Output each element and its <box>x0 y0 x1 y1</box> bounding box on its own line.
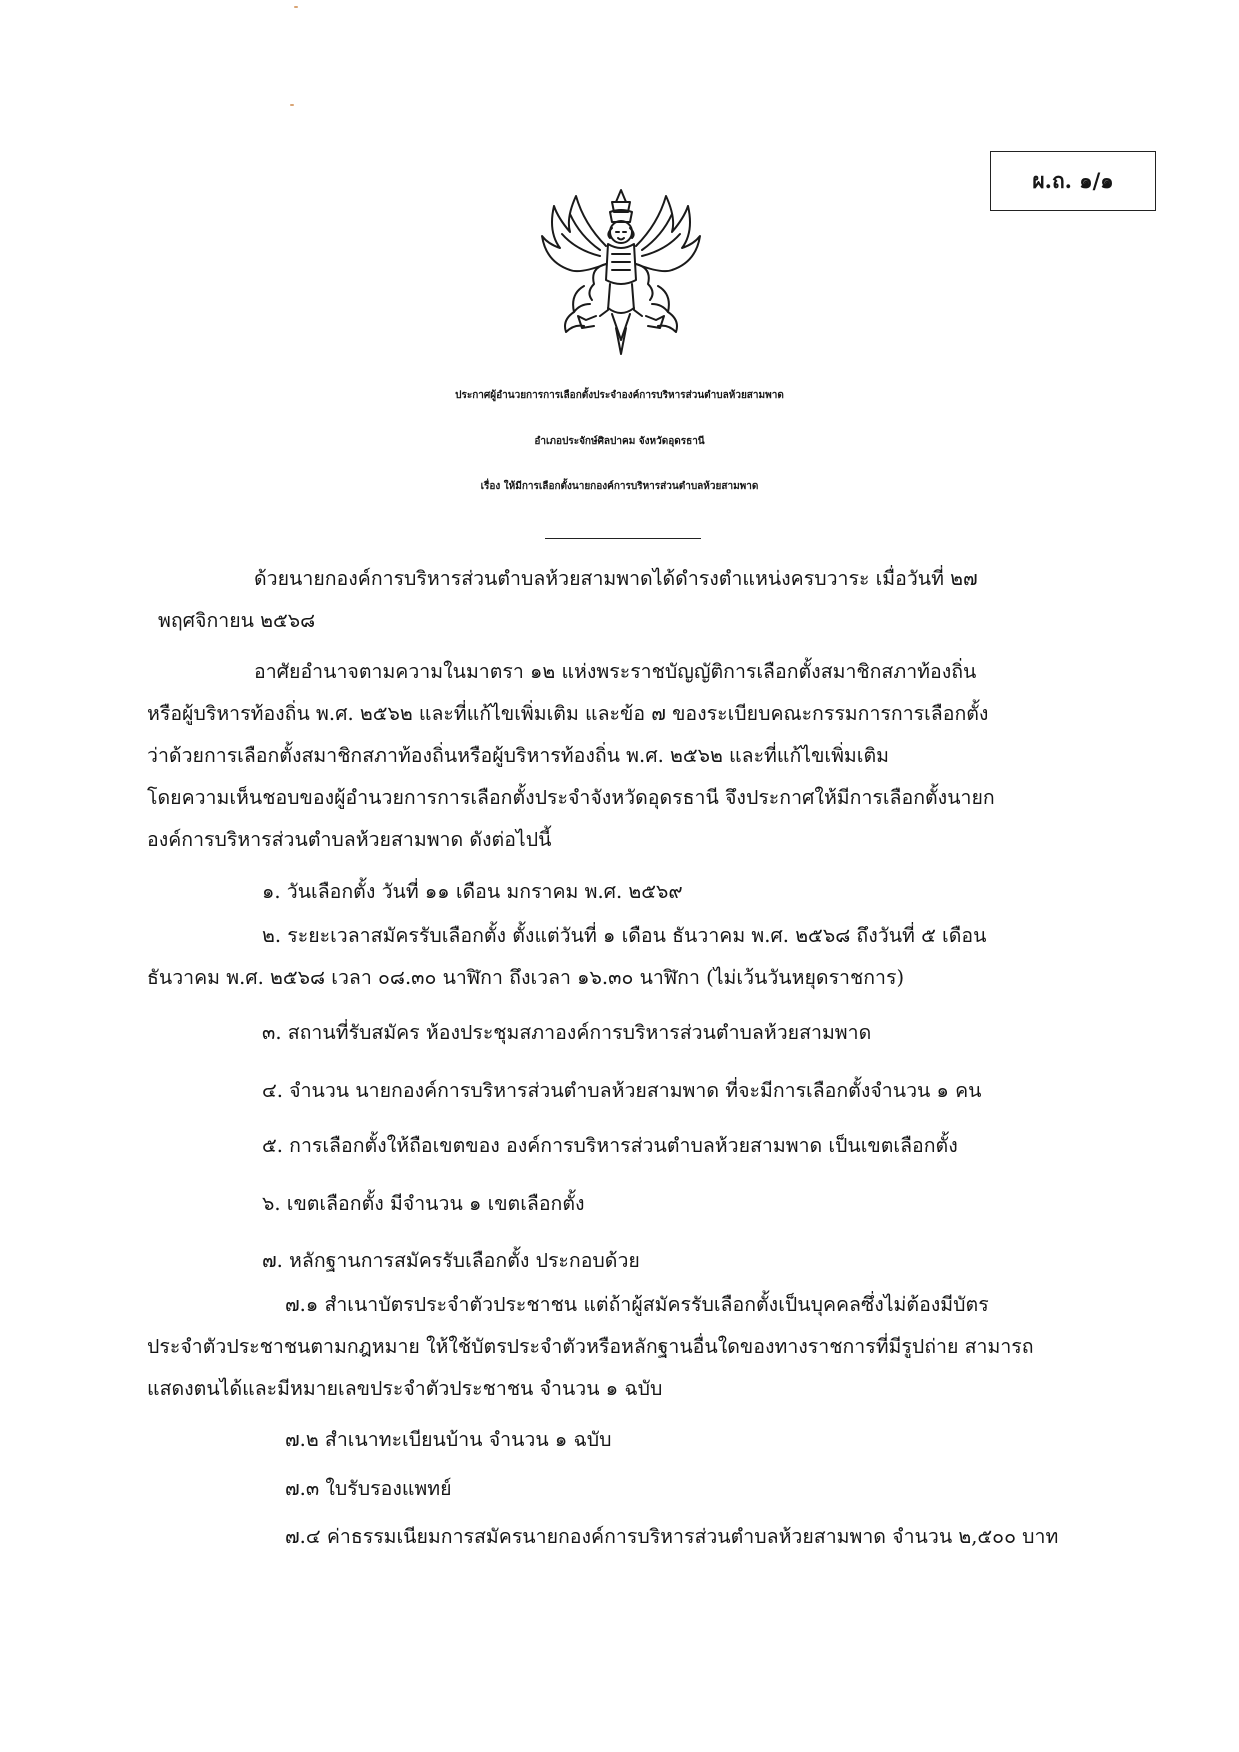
item-2-line-1: ๒. ระยะเวลาสมัครรับเลือกตั้ง ตั้งแต่วันที่ ๑ เดือน ธันวาคม พ.ศ. ๒๕๖๘ ถึงวันที่ ๕ เดือน <box>262 924 987 947</box>
item-7-1-line-1: ๗.๑ สำเนาบัตรประจำตัวประชาชน แต่ถ้าผู้สมัครรับเลือกตั้งเป็นบุคคลซึ่งไม่ต้องมีบัตร <box>285 1293 989 1316</box>
authority-line-3: ว่าด้วยการเลือกตั้งสมาชิกสภาท้องถิ่นหรือผู้บริหารท้องถิ่น พ.ศ. ๒๕๖๒ และที่แก้ไขเพิ่มเติม <box>147 744 889 767</box>
item-7: ๗. หลักฐานการสมัครรับเลือกตั้ง ประกอบด้วย <box>262 1249 640 1272</box>
authority-line-4: โดยความเห็นชอบของผู้อำนวยการการเลือกตั้งประจำจังหวัดอุดรธานี จึงประกาศให้มีการเลือกตั้งนายก <box>147 786 995 809</box>
item-7-1-line-2: ประจำตัวประชาชนตามกฎหมาย ให้ใช้บัตรประจำตัวหรือหลักฐานอื่นใดของทางราชการที่มีรูปถ่าย สามารถ <box>147 1335 1034 1358</box>
scan-speck <box>290 104 294 106</box>
header-divider <box>545 538 701 539</box>
intro-line-1: ด้วยนายกองค์การบริหารส่วนตำบลห้วยสามพาดได้ดำรงตำแหน่งครบวาระ เมื่อวันที่ ๒๗ <box>254 567 978 590</box>
intro-line-2: พฤศจิกายน ๒๕๖๘ <box>158 609 316 632</box>
header-line-1: ประกาศผู้อำนวยการการเลือกตั้งประจำองค์การบริหารส่วนตำบลห้วยสามพาด <box>455 390 784 401</box>
scan-speck <box>294 6 298 8</box>
item-5: ๕. การเลือกตั้งให้ถือเขตของ องค์การบริหารส่วนตำบลห้วยสามพาด เป็นเขตเลือกตั้ง <box>262 1134 958 1157</box>
header-line-3: เรื่อง ให้มีการเลือกตั้งนายกองค์การบริหารส่วนตำบลห้วยสามพาด <box>480 481 759 492</box>
item-7-3: ๗.๓ ใบรับรองแพทย์ <box>285 1477 452 1500</box>
item-1: ๑. วันเลือกตั้ง วันที่ ๑๑ เดือน มกราคม พ.ศ. ๒๕๖๙ <box>262 880 683 903</box>
item-7-1-line-3: แสดงตนได้และมีหมายเลขประจำตัวประชาชน จำนวน ๑ ฉบับ <box>147 1377 663 1400</box>
item-2-line-2: ธันวาคม พ.ศ. ๒๕๖๘ เวลา ๐๘.๓๐ นาฬิกา ถึงเวลา ๑๖.๓๐ นาฬิกา (ไม่เว้นวันหยุดราชการ) <box>147 966 905 989</box>
item-3: ๓. สถานที่รับสมัคร ห้องประชุมสภาองค์การบริหารส่วนตำบลห้วยสามพาด <box>262 1021 872 1044</box>
item-7-4: ๗.๔ ค่าธรรมเนียมการสมัครนายกองค์การบริหารส่วนตำบลห้วยสามพาด จำนวน ๒,๕๐๐ บาท <box>285 1525 1059 1548</box>
item-4: ๔. จำนวน นายกองค์การบริหารส่วนตำบลห้วยสามพาด ที่จะมีการเลือกตั้งจำนวน ๑ คน <box>262 1079 982 1102</box>
authority-line-2: หรือผู้บริหารท้องถิ่น พ.ศ. ๒๕๖๒ และที่แก้ไขเพิ่มเติม และข้อ ๗ ของระเบียบคณะกรรมการการเลือกตั้ง <box>147 702 989 725</box>
item-6: ๖. เขตเลือกตั้ง มีจำนวน ๑ เขตเลือกตั้ง <box>262 1192 585 1215</box>
authority-line-1: อาศัยอำนาจตามความในมาตรา ๑๒ แห่งพระราชบัญญัติการเลือกตั้งสมาชิกสภาท้องถิ่น <box>254 660 977 683</box>
header-line-2: อำเภอประจักษ์ศิลปาคม จังหวัดอุดรธานี <box>534 436 705 447</box>
form-code-box: ผ.ถ. ๑/๑ <box>990 151 1156 211</box>
authority-line-5: องค์การบริหารส่วนตำบลห้วยสามพาด ดังต่อไปนี้ <box>147 828 552 851</box>
item-7-2: ๗.๒ สำเนาทะเบียนบ้าน จำนวน ๑ ฉบับ <box>285 1428 612 1451</box>
garuda-emblem-icon <box>540 188 702 356</box>
